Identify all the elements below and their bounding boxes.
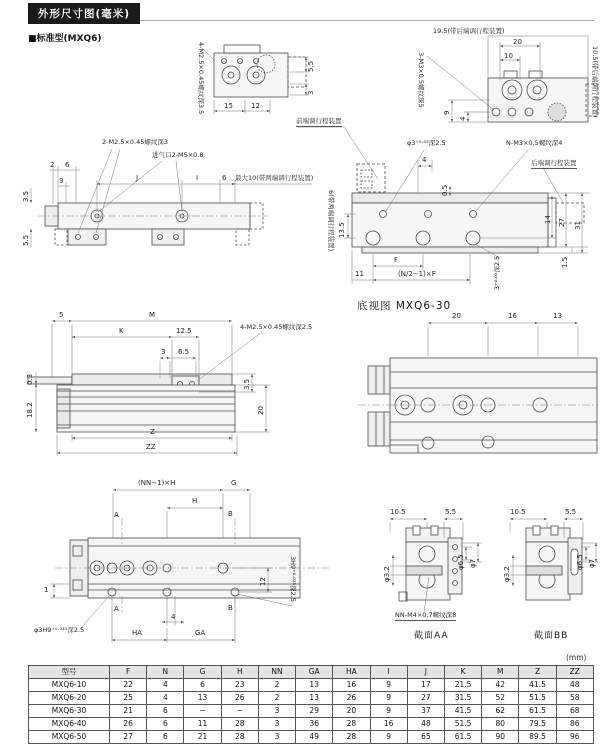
model-cell: MXQ6-20: [29, 692, 110, 705]
value-cell: 6: [184, 679, 221, 692]
value-cell: 65: [407, 731, 444, 744]
value-cell: 13: [296, 692, 333, 705]
section-mark: A: [114, 511, 119, 519]
dim-label: 1: [44, 586, 49, 594]
column-header: Z: [519, 666, 556, 679]
dimension-table: [28, 665, 594, 744]
value-cell: 41.5: [519, 679, 556, 692]
page-title: 外形尺寸图(毫米): [28, 3, 140, 24]
dim-label: G: [231, 479, 237, 487]
dim-label: F: [394, 256, 399, 264]
value-cell: −: [221, 705, 258, 718]
value-cell: 31.5: [444, 692, 481, 705]
value-cell: 26: [221, 692, 258, 705]
value-cell: 58: [556, 692, 593, 705]
column-header: I: [370, 666, 407, 679]
hole-callout: 3⁺⁰·⁰⁵深2.5: [493, 255, 501, 290]
value-cell: 22: [110, 679, 147, 692]
value-cell: 4: [147, 679, 184, 692]
dim-label: K: [119, 327, 124, 335]
dim-label: 14: [544, 215, 552, 224]
dim-label: 10.5: [510, 508, 526, 516]
value-cell: 28: [333, 731, 370, 744]
dim-label: M: [149, 311, 156, 319]
dim-label: 18.2: [26, 402, 34, 418]
value-cell: 36: [296, 718, 333, 731]
dim-label: GA: [195, 629, 206, 637]
value-cell: 16: [370, 718, 407, 731]
dia-label: φ7: [588, 558, 596, 568]
thread-callout: 4-M2.5×0.45螺纹深2.5: [240, 323, 313, 331]
dim-label: 4: [422, 156, 427, 164]
column-header: ZZ: [556, 666, 593, 679]
value-cell: 9: [370, 705, 407, 718]
value-cell: 6: [147, 731, 184, 744]
column-header: M: [482, 666, 519, 679]
table-body: [29, 679, 594, 744]
dim-label: 6: [65, 161, 70, 169]
value-cell: 96: [556, 731, 593, 744]
dim-label: 4: [171, 613, 176, 621]
adjuster-note: 10.5(带后端调行程装置): [591, 46, 599, 118]
value-cell: 6: [147, 705, 184, 718]
thread-callout: NN-M4×0.7螺纹深8: [395, 611, 457, 619]
dia-label: φ7: [469, 558, 477, 568]
adjuster-note: 最大10(带两端调行程装置): [235, 174, 314, 182]
dim-label: 6.5: [178, 348, 190, 356]
elevation-drawing: [28, 374, 235, 432]
dim-label: Z: [150, 428, 155, 436]
unit-note: (mm): [566, 653, 587, 662]
dim-label: 20: [513, 38, 522, 46]
value-cell: 20: [333, 705, 370, 718]
dim-label: 3: [161, 348, 166, 356]
adjuster-note: 后端调行程装置: [531, 159, 577, 167]
dim-label: 20: [257, 406, 265, 415]
table-row: [29, 692, 594, 705]
column-header: H: [221, 666, 258, 679]
value-cell: 79.5: [519, 718, 556, 731]
table-row: [29, 705, 594, 718]
table-row: [29, 731, 594, 744]
value-cell: 27: [110, 731, 147, 744]
adjuster-note: 19.5(带后端调行程装置): [433, 27, 505, 35]
column-header: F: [110, 666, 147, 679]
thread-callout: 2-M2.5×0.45螺纹深3: [102, 138, 168, 146]
dim-label: 27: [558, 218, 566, 227]
value-cell: 3: [258, 731, 295, 744]
value-cell: 13: [296, 679, 333, 692]
value-cell: 21: [184, 731, 221, 744]
dim-label: 5.5: [22, 234, 30, 246]
dim-label: 12: [251, 102, 260, 110]
top-end-view-drawing: [214, 45, 306, 97]
value-cell: 52: [482, 692, 519, 705]
dia-label: φ6.5: [457, 554, 465, 570]
bottom-view-drawing: [368, 358, 597, 453]
value-cell: 16: [333, 679, 370, 692]
section-bb-drawing: [526, 526, 582, 600]
dim-label: 13: [553, 312, 562, 320]
dim-label: I: [196, 174, 199, 182]
value-cell: 49: [296, 731, 333, 744]
column-header: NN: [258, 666, 295, 679]
dim-label: 1.5: [561, 256, 569, 268]
column-header: G: [184, 666, 221, 679]
dim-label: 10: [504, 52, 513, 60]
value-cell: 86: [556, 718, 593, 731]
value-cell: 28: [221, 731, 258, 744]
value-cell: 26: [110, 718, 147, 731]
value-cell: 90: [482, 731, 519, 744]
model-cell: MXQ6-30: [29, 705, 110, 718]
dia-label: φ3.2: [503, 566, 511, 582]
thread-callout: 3-M3×0.5螺纹深5: [417, 52, 425, 108]
value-cell: 29: [296, 705, 333, 718]
column-header: GA: [296, 666, 333, 679]
value-cell: 51.5: [444, 718, 481, 731]
section-mark: A: [114, 605, 119, 613]
value-cell: 61.5: [519, 705, 556, 718]
value-cell: 4: [147, 692, 184, 705]
plan-view-drawing: [45, 203, 263, 245]
value-cell: 21.5: [444, 679, 481, 692]
dim-label: 20: [452, 312, 461, 320]
dim-label: 31: [574, 221, 582, 230]
value-cell: 21: [110, 705, 147, 718]
value-cell: 9: [370, 692, 407, 705]
value-cell: 51.5: [519, 692, 556, 705]
section-caption: 截面BB: [534, 631, 569, 641]
dim-formula: (N/2−1)×F: [398, 270, 436, 278]
dim-label: 4: [459, 116, 467, 121]
value-cell: 37: [407, 705, 444, 718]
value-cell: 80: [482, 718, 519, 731]
section-mark: B: [228, 604, 233, 612]
section-caption: 截面AA: [414, 631, 449, 641]
dim-label: HA: [132, 629, 143, 637]
dim-label: 3.5: [243, 378, 251, 390]
dia-label: φ6.5: [576, 554, 584, 570]
dim-label: 15: [224, 102, 233, 110]
value-cell: 2: [258, 679, 295, 692]
value-cell: 28: [333, 718, 370, 731]
adjuster-note: 前端调行程装置: [296, 117, 342, 125]
value-cell: 48: [556, 679, 593, 692]
dim-label: 0.3: [26, 373, 34, 385]
hole-callout: 3H9⁺⁰·⁰²⁵深2.5: [289, 556, 297, 602]
dim-label: 16: [508, 312, 517, 320]
dim-label: 10.5: [390, 508, 406, 516]
column-header: N: [147, 666, 184, 679]
thread-callout: N-M3×0.5螺纹深4: [506, 139, 563, 147]
thread-callout: 4-M2.5×0.45螺纹深3.5: [197, 42, 205, 115]
value-cell: 42: [482, 679, 519, 692]
dim-label: 5.5: [445, 508, 457, 516]
dim-label: 11: [355, 270, 364, 278]
section-mark: B: [228, 510, 233, 518]
value-cell: 3: [258, 705, 295, 718]
value-cell: 89.5: [519, 731, 556, 744]
value-cell: 41.5: [444, 705, 481, 718]
dim-label: 3: [59, 177, 64, 185]
port-callout: 进气口2-M5×0.8: [152, 151, 204, 159]
dim-label: 5.5: [565, 508, 577, 516]
model-cell: MXQ6-40: [29, 718, 110, 731]
value-cell: 23: [221, 679, 258, 692]
value-cell: −: [184, 705, 221, 718]
adjuster-note: 6(带两端调行程装置): [327, 190, 335, 252]
hole-callout: φ3H9⁺⁰·⁰²⁵深2.5: [34, 626, 85, 634]
dim-label: 3: [307, 90, 315, 95]
dia-label: φ3.2: [383, 566, 391, 582]
dim-label: 3.5: [22, 190, 30, 202]
dim-label: 5: [59, 311, 64, 319]
dim-label: ZZ: [146, 443, 156, 451]
dim-label: 5.5: [307, 60, 315, 72]
model-cell: MXQ6-50: [29, 731, 110, 744]
column-header: 型号: [29, 666, 110, 679]
value-cell: 27: [407, 692, 444, 705]
dim-label: 9: [443, 110, 451, 115]
value-cell: 68: [556, 705, 593, 718]
value-cell: 11: [184, 718, 221, 731]
value-cell: 17: [407, 679, 444, 692]
dim-label: 13.5: [338, 222, 346, 238]
dim-label: 2: [50, 161, 55, 169]
hole-callout: φ3⁺⁰·⁰⁵深2.5: [407, 139, 446, 147]
value-cell: 3: [258, 718, 295, 731]
model-cell: MXQ6-10: [29, 679, 110, 692]
dim-label: J: [136, 174, 139, 182]
dim-label: 0.5: [441, 184, 449, 196]
dim-label: 12.5: [176, 327, 192, 335]
dim-label: 6: [222, 174, 227, 182]
value-cell: 62: [482, 705, 519, 718]
dim-label: 12: [259, 577, 267, 586]
table-row: [29, 718, 594, 731]
table-header-row: [29, 666, 594, 679]
value-cell: 2: [258, 692, 295, 705]
column-header: HA: [333, 666, 370, 679]
value-cell: 13: [184, 692, 221, 705]
section-aa-drawing: [399, 526, 462, 601]
dim-formula: (NN−1)×H: [138, 479, 176, 487]
side-view-drawing: [352, 164, 584, 253]
value-cell: 28: [221, 718, 258, 731]
page-subtitle: ■标准型(MXQ6): [28, 34, 102, 44]
value-cell: 61.5: [444, 731, 481, 744]
rear-end-view-drawing: [488, 71, 598, 122]
dim-label: H: [192, 497, 198, 505]
bottom-view-title: 底视图 MXQ6-30: [357, 300, 452, 312]
value-cell: 6: [147, 718, 184, 731]
value-cell: 9: [370, 731, 407, 744]
value-cell: 9: [370, 679, 407, 692]
value-cell: 26: [333, 692, 370, 705]
column-header: K: [444, 666, 481, 679]
table-row: [29, 679, 594, 692]
value-cell: 48: [407, 718, 444, 731]
value-cell: 25: [110, 692, 147, 705]
column-header: J: [407, 666, 444, 679]
